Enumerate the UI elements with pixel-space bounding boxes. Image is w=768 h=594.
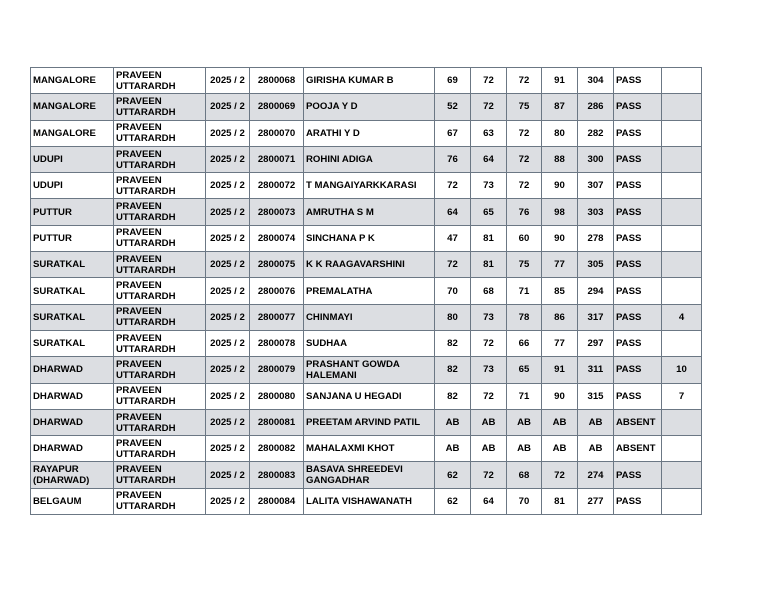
mark-4-cell: 80 [542,120,578,146]
rank-cell [662,330,702,356]
session-cell: 2025 / 2 [206,357,250,383]
exam-cell: PRAVEEN UTTARARDH [114,173,206,199]
table-row [31,357,702,383]
session-cell: 2025 / 2 [206,304,250,330]
session-cell: 2025 / 2 [206,225,250,251]
session-cell: 2025 / 2 [206,252,250,278]
table-row [31,173,702,199]
roll-number-cell: 2800084 [250,488,304,514]
result-cell: PASS [614,278,662,304]
exam-cell: PRAVEEN UTTARARDH [114,304,206,330]
rank-cell [662,462,702,488]
result-cell: PASS [614,68,662,94]
mark-1-cell: 82 [435,357,471,383]
roll-number-cell: 2800076 [250,278,304,304]
result-cell: PASS [614,252,662,278]
table-row [31,409,702,435]
rank-cell [662,94,702,120]
results-table [30,67,702,515]
exam-cell: PRAVEEN UTTARARDH [114,120,206,146]
mark-4-cell: 90 [542,225,578,251]
result-cell: PASS [614,173,662,199]
district-cell: MANGALORE [31,68,114,94]
mark-4-cell: 87 [542,94,578,120]
student-name-cell: AMRUTHA S M [304,199,435,225]
mark-2-cell: 64 [471,146,507,172]
result-cell: PASS [614,199,662,225]
rank-cell [662,199,702,225]
exam-cell: PRAVEEN UTTARARDH [114,94,206,120]
exam-cell: PRAVEEN UTTARARDH [114,357,206,383]
session-cell: 2025 / 2 [206,383,250,409]
mark-4-cell: 77 [542,330,578,356]
result-cell: PASS [614,304,662,330]
district-cell: DHARWAD [31,383,114,409]
district-cell: SURATKAL [31,304,114,330]
total-cell: 300 [578,146,614,172]
mark-2-cell: 81 [471,252,507,278]
total-cell: 307 [578,173,614,199]
student-name-cell: GIRISHA KUMAR B [304,68,435,94]
mark-2-cell: 72 [471,383,507,409]
exam-cell: PRAVEEN UTTARARDH [114,278,206,304]
mark-2-cell: 72 [471,462,507,488]
roll-number-cell: 2800071 [250,146,304,172]
mark-1-cell: 82 [435,383,471,409]
mark-3-cell: 72 [507,146,542,172]
session-cell: 2025 / 2 [206,199,250,225]
result-cell: PASS [614,330,662,356]
roll-number-cell: 2800077 [250,304,304,330]
mark-2-cell: 72 [471,330,507,356]
student-name-cell: T MANGAIYARKKARASI [304,173,435,199]
mark-2-cell: 65 [471,199,507,225]
rank-cell [662,146,702,172]
total-cell: 315 [578,383,614,409]
session-cell: 2025 / 2 [206,409,250,435]
roll-number-cell: 2800072 [250,173,304,199]
mark-2-cell: AB [471,436,507,462]
table-row [31,146,702,172]
mark-2-cell: 64 [471,488,507,514]
exam-cell: PRAVEEN UTTARARDH [114,488,206,514]
rank-cell: 10 [662,357,702,383]
mark-2-cell: 73 [471,173,507,199]
total-cell: AB [578,436,614,462]
district-cell: DHARWAD [31,436,114,462]
district-cell: SURATKAL [31,330,114,356]
mark-1-cell: 62 [435,462,471,488]
total-cell: AB [578,409,614,435]
mark-2-cell: 72 [471,94,507,120]
mark-3-cell: 71 [507,383,542,409]
roll-number-cell: 2800075 [250,252,304,278]
total-cell: 297 [578,330,614,356]
district-cell: MANGALORE [31,120,114,146]
mark-3-cell: AB [507,436,542,462]
rank-cell [662,252,702,278]
student-name-cell: SUDHAA [304,330,435,356]
mark-4-cell: 91 [542,357,578,383]
total-cell: 311 [578,357,614,383]
exam-cell: PRAVEEN UTTARARDH [114,225,206,251]
student-name-cell: K K RAAGAVARSHINI [304,252,435,278]
mark-3-cell: 78 [507,304,542,330]
roll-number-cell: 2800068 [250,68,304,94]
table-row [31,120,702,146]
table-row [31,383,702,409]
mark-1-cell: AB [435,409,471,435]
mark-2-cell: 73 [471,304,507,330]
student-name-cell: CHINMAYI [304,304,435,330]
mark-3-cell: 65 [507,357,542,383]
roll-number-cell: 2800069 [250,94,304,120]
result-cell: PASS [614,94,662,120]
mark-4-cell: 81 [542,488,578,514]
rank-cell: 7 [662,383,702,409]
mark-1-cell: AB [435,436,471,462]
student-name-cell: ROHINI ADIGA [304,146,435,172]
roll-number-cell: 2800079 [250,357,304,383]
roll-number-cell: 2800083 [250,462,304,488]
exam-cell: PRAVEEN UTTARARDH [114,330,206,356]
mark-1-cell: 47 [435,225,471,251]
exam-cell: PRAVEEN UTTARARDH [114,199,206,225]
student-name-cell: PREETAM ARVIND PATIL [304,409,435,435]
result-cell: PASS [614,146,662,172]
mark-1-cell: 52 [435,94,471,120]
district-cell: DHARWAD [31,357,114,383]
table-row [31,330,702,356]
roll-number-cell: 2800082 [250,436,304,462]
session-cell: 2025 / 2 [206,278,250,304]
mark-1-cell: 67 [435,120,471,146]
mark-4-cell: 85 [542,278,578,304]
rank-cell [662,68,702,94]
mark-4-cell: 88 [542,146,578,172]
rank-cell [662,436,702,462]
session-cell: 2025 / 2 [206,436,250,462]
result-cell: PASS [614,225,662,251]
mark-4-cell: 98 [542,199,578,225]
exam-cell: PRAVEEN UTTARARDH [114,252,206,278]
mark-4-cell: 86 [542,304,578,330]
table-row [31,462,702,488]
district-cell: UDUPI [31,173,114,199]
mark-1-cell: 69 [435,68,471,94]
district-cell: SURATKAL [31,278,114,304]
table-row [31,199,702,225]
table-row [31,94,702,120]
district-cell: UDUPI [31,146,114,172]
district-cell: RAYAPUR (DHARWAD) [31,462,114,488]
table-row [31,68,702,94]
roll-number-cell: 2800070 [250,120,304,146]
mark-1-cell: 76 [435,146,471,172]
total-cell: 294 [578,278,614,304]
rank-cell [662,409,702,435]
roll-number-cell: 2800078 [250,330,304,356]
table-row [31,304,702,330]
mark-2-cell: 63 [471,120,507,146]
mark-4-cell: 77 [542,252,578,278]
session-cell: 2025 / 2 [206,462,250,488]
total-cell: 282 [578,120,614,146]
result-cell: PASS [614,383,662,409]
roll-number-cell: 2800074 [250,225,304,251]
mark-4-cell: 90 [542,173,578,199]
rank-cell [662,120,702,146]
mark-3-cell: 75 [507,252,542,278]
table-row [31,252,702,278]
session-cell: 2025 / 2 [206,146,250,172]
mark-4-cell: 72 [542,462,578,488]
table-body [31,68,702,515]
result-cell: ABSENT [614,436,662,462]
exam-cell: PRAVEEN UTTARARDH [114,462,206,488]
exam-cell: PRAVEEN UTTARARDH [114,68,206,94]
student-name-cell: SINCHANA P K [304,225,435,251]
district-cell: DHARWAD [31,409,114,435]
mark-3-cell: 72 [507,120,542,146]
mark-4-cell: 90 [542,383,578,409]
exam-cell: PRAVEEN UTTARARDH [114,146,206,172]
session-cell: 2025 / 2 [206,330,250,356]
exam-cell: PRAVEEN UTTARARDH [114,409,206,435]
exam-cell: PRAVEEN UTTARARDH [114,436,206,462]
rank-cell [662,173,702,199]
mark-4-cell: AB [542,436,578,462]
table-row [31,225,702,251]
result-cell: ABSENT [614,409,662,435]
total-cell: 303 [578,199,614,225]
mark-3-cell: AB [507,409,542,435]
rank-cell [662,278,702,304]
mark-4-cell: AB [542,409,578,435]
student-name-cell: MAHALAXMI KHOT [304,436,435,462]
roll-number-cell: 2800081 [250,409,304,435]
mark-1-cell: 80 [435,304,471,330]
mark-1-cell: 70 [435,278,471,304]
mark-1-cell: 64 [435,199,471,225]
mark-1-cell: 72 [435,173,471,199]
mark-2-cell: 72 [471,68,507,94]
total-cell: 305 [578,252,614,278]
total-cell: 286 [578,94,614,120]
table-row [31,436,702,462]
mark-3-cell: 60 [507,225,542,251]
student-name-cell: PRASHANT GOWDA HALEMANI [304,357,435,383]
mark-4-cell: 91 [542,68,578,94]
mark-2-cell: 81 [471,225,507,251]
total-cell: 278 [578,225,614,251]
result-cell: PASS [614,462,662,488]
total-cell: 274 [578,462,614,488]
rank-cell [662,488,702,514]
total-cell: 277 [578,488,614,514]
mark-3-cell: 75 [507,94,542,120]
mark-3-cell: 70 [507,488,542,514]
mark-1-cell: 82 [435,330,471,356]
session-cell: 2025 / 2 [206,68,250,94]
district-cell: MANGALORE [31,94,114,120]
exam-cell: PRAVEEN UTTARARDH [114,383,206,409]
student-name-cell: LALITA VISHAWANATH [304,488,435,514]
total-cell: 304 [578,68,614,94]
rank-cell [662,225,702,251]
session-cell: 2025 / 2 [206,120,250,146]
student-name-cell: PREMALATHA [304,278,435,304]
mark-3-cell: 68 [507,462,542,488]
session-cell: 2025 / 2 [206,173,250,199]
mark-2-cell: AB [471,409,507,435]
rank-cell: 4 [662,304,702,330]
mark-3-cell: 72 [507,173,542,199]
mark-3-cell: 66 [507,330,542,356]
session-cell: 2025 / 2 [206,488,250,514]
student-name-cell: BASAVA SHREEDEVI GANGADHAR [304,462,435,488]
result-cell: PASS [614,120,662,146]
mark-3-cell: 72 [507,68,542,94]
mark-2-cell: 73 [471,357,507,383]
mark-1-cell: 72 [435,252,471,278]
result-cell: PASS [614,357,662,383]
mark-2-cell: 68 [471,278,507,304]
student-name-cell: ARATHI Y D [304,120,435,146]
student-name-cell: SANJANA U HEGADI [304,383,435,409]
district-cell: SURATKAL [31,252,114,278]
mark-1-cell: 62 [435,488,471,514]
district-cell: PUTTUR [31,225,114,251]
district-cell: BELGAUM [31,488,114,514]
district-cell: PUTTUR [31,199,114,225]
result-cell: PASS [614,488,662,514]
session-cell: 2025 / 2 [206,94,250,120]
roll-number-cell: 2800073 [250,199,304,225]
mark-3-cell: 71 [507,278,542,304]
student-name-cell: POOJA Y D [304,94,435,120]
roll-number-cell: 2800080 [250,383,304,409]
table-row [31,278,702,304]
table-row [31,488,702,514]
total-cell: 317 [578,304,614,330]
mark-3-cell: 76 [507,199,542,225]
